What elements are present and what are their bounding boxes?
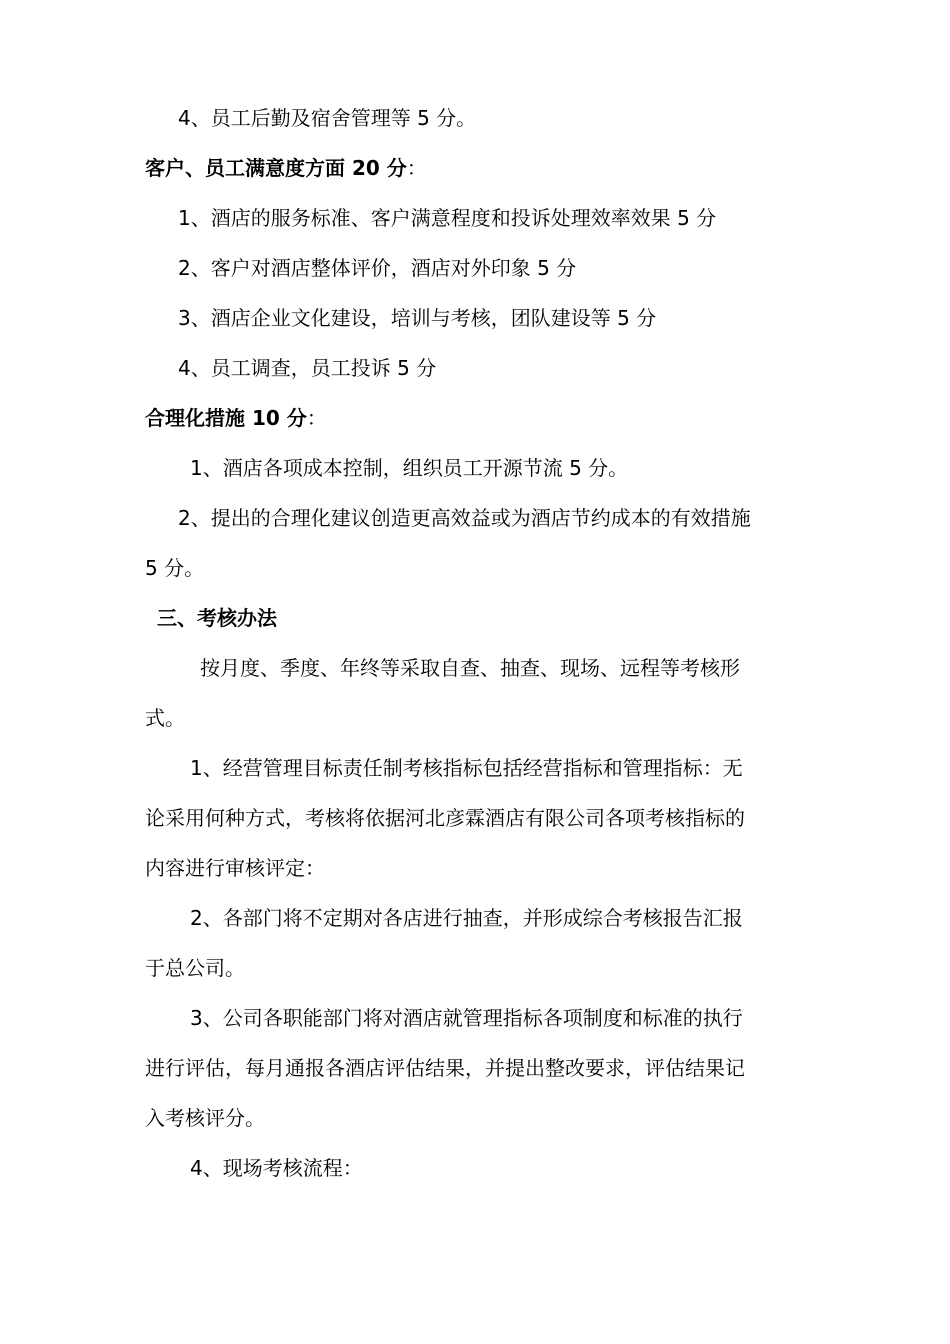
- paragraph-line: 3、公司各职能部门将对酒店就管理指标各项制度和标准的执行: [190, 1006, 743, 1030]
- paragraph-line: 于总公司。: [145, 956, 245, 980]
- paragraph-line: 入考核评分。: [145, 1106, 265, 1130]
- paragraph-line: 式。: [145, 706, 185, 730]
- paragraph-line: 1、酒店的服务标准、客户满意程度和投诉处理效率效果 5 分: [178, 206, 717, 230]
- paragraph-line: 内容进行审核评定：: [145, 856, 325, 880]
- paragraph-line: 4、员工调查，员工投诉 5 分: [178, 356, 437, 380]
- section-heading-rationalization: [145, 403, 327, 433]
- paragraph-line: 2、各部门将不定期对各店进行抽查，并形成综合考核报告汇报: [190, 906, 743, 930]
- paragraph-line: 论采用何种方式，考核将依据河北彦霖酒店有限公司各项考核指标的: [145, 806, 745, 830]
- paragraph-line: 2、客户对酒店整体评价，酒店对外印象 5 分: [178, 256, 577, 280]
- heading-text: 合理化措施 10 分: [145, 406, 307, 430]
- paragraph-line: 按月度、季度、年终等采取自查、抽查、现场、远程等考核形: [200, 656, 740, 680]
- section-heading-satisfaction: [145, 153, 427, 183]
- heading-colon: ：: [406, 156, 427, 180]
- paragraph-line: 4、现场考核流程：: [190, 1156, 363, 1180]
- paragraph-line: 2、提出的合理化建议创造更高效益或为酒店节约成本的有效措施: [178, 506, 751, 530]
- paragraph-line: 4、员工后勤及宿舍管理等 5 分。: [178, 106, 477, 130]
- heading-text: 客户、员工满意度方面 20 分: [145, 156, 407, 180]
- paragraph-line: 1、经营管理目标责任制考核指标包括经营指标和管理指标：无: [190, 756, 743, 780]
- paragraph-line: 1、酒店各项成本控制，组织员工开源节流 5 分。: [190, 456, 629, 480]
- paragraph-line: 3、酒店企业文化建设，培训与考核，团队建设等 5 分: [178, 306, 657, 330]
- paragraph-line: 进行评估，每月通报各酒店评估结果，并提出整改要求，评估结果记: [145, 1056, 745, 1080]
- paragraph-line: 5 分。: [145, 556, 205, 580]
- section-heading-three: 三、考核办法: [157, 606, 277, 630]
- heading-colon: ：: [306, 406, 327, 430]
